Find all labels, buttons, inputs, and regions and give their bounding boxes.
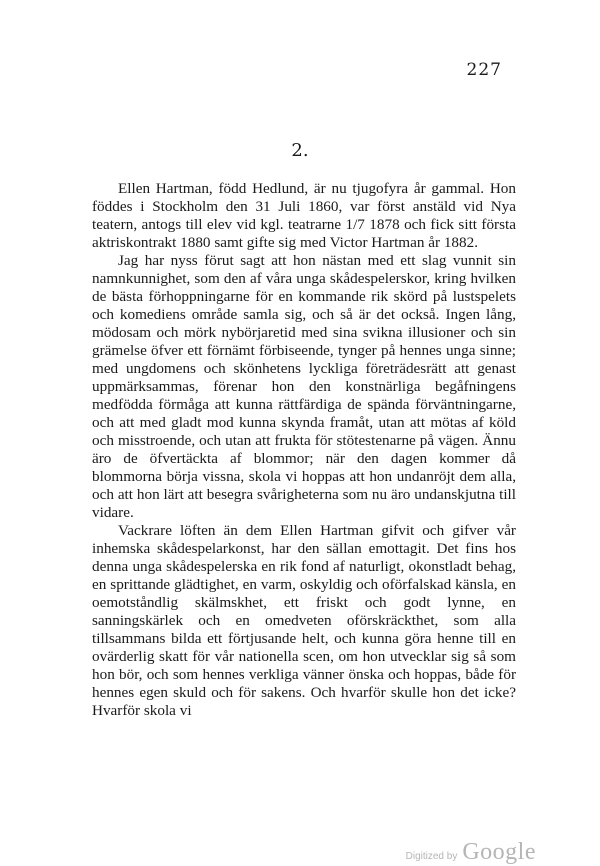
digitized-watermark (406, 839, 536, 866)
body-text (92, 180, 516, 720)
paragraph-2: Jag har nyss förut sagt att hon nästan med ett slag vunnit sin namnkunnighet, som den af våra unga skådespelerskor, kring hvilken de bästa förhoppningarne för en kommande rik skörd på lustspelets och komediens område samla sig, och så är det också. Ingen lång, mödosam och mörk nybörjaretid med sina svikna illusioner och sin grämelse öfver ett förnämt förbiseende, tynger på hennes unga sinne; med ungdomens och skönhetens lyckliga företrädesrätt att genast uppmärksammas, förenar hon den konstnärliga begåfningens medfödda förmåga att kunna rättfärdiga de spända förväntningarne, och att med gladt mod kunna skynda framåt, utan att mötas af köld och misstroende, och utan att frukta för stötestenarne på vägen. Ännu äro de öfvertäckta af blommor; när den dagen kommer då blommorna börja vissna, skola vi hoppas att hon undanröjt dem alla, och att hon lärt att besegra svårigheterna som nu äro undanskjutna till vidare. (92, 252, 516, 521)
page-number: 227 (466, 60, 502, 80)
paragraph-1: Ellen Hartman, född Hedlund, är nu tjugofyra år gammal. Hon föddes i Stockholm den 31 Juli 1860, var först anstäld vid Nya teatern, antogs till elev vid kgl. teatrarne 1/7 1878 och fick sitt första aktriskontrakt 1880 samt gifte sig med Victor Hartman år 1882. (92, 180, 516, 251)
paragraph-3: Vackrare löften än dem Ellen Hartman gifvit och gifver vår inhemska skådespelarkonst, har den sällan emottagit. Det fins hos denna unga skådespelerska en rik fond af naturligt, okonstladt behag, en sprittande glädtighet, en varm, oskyldig och oförfalskad känsla, en oemotståndlig skälmskhet, ett friskt och godt lynne, en sanningskärlek och en omedveten oförskräckthet, som alla tillsammans bilda ett förtjusande helt, och kunna göra henne till en ovärderlig skatt för vår nationella scen, om hon utvecklar sig så som hon bör, och som hennes verkliga vänner önska och hoppas, både för hennes egen skuld och för sakens. Och hvarför skulle hon det icke? Hvarför skola vi (92, 522, 516, 719)
section-heading: 2. (291, 140, 309, 161)
watermark-prefix: Digitized by (405, 851, 458, 862)
google-logo: Google (462, 839, 536, 865)
